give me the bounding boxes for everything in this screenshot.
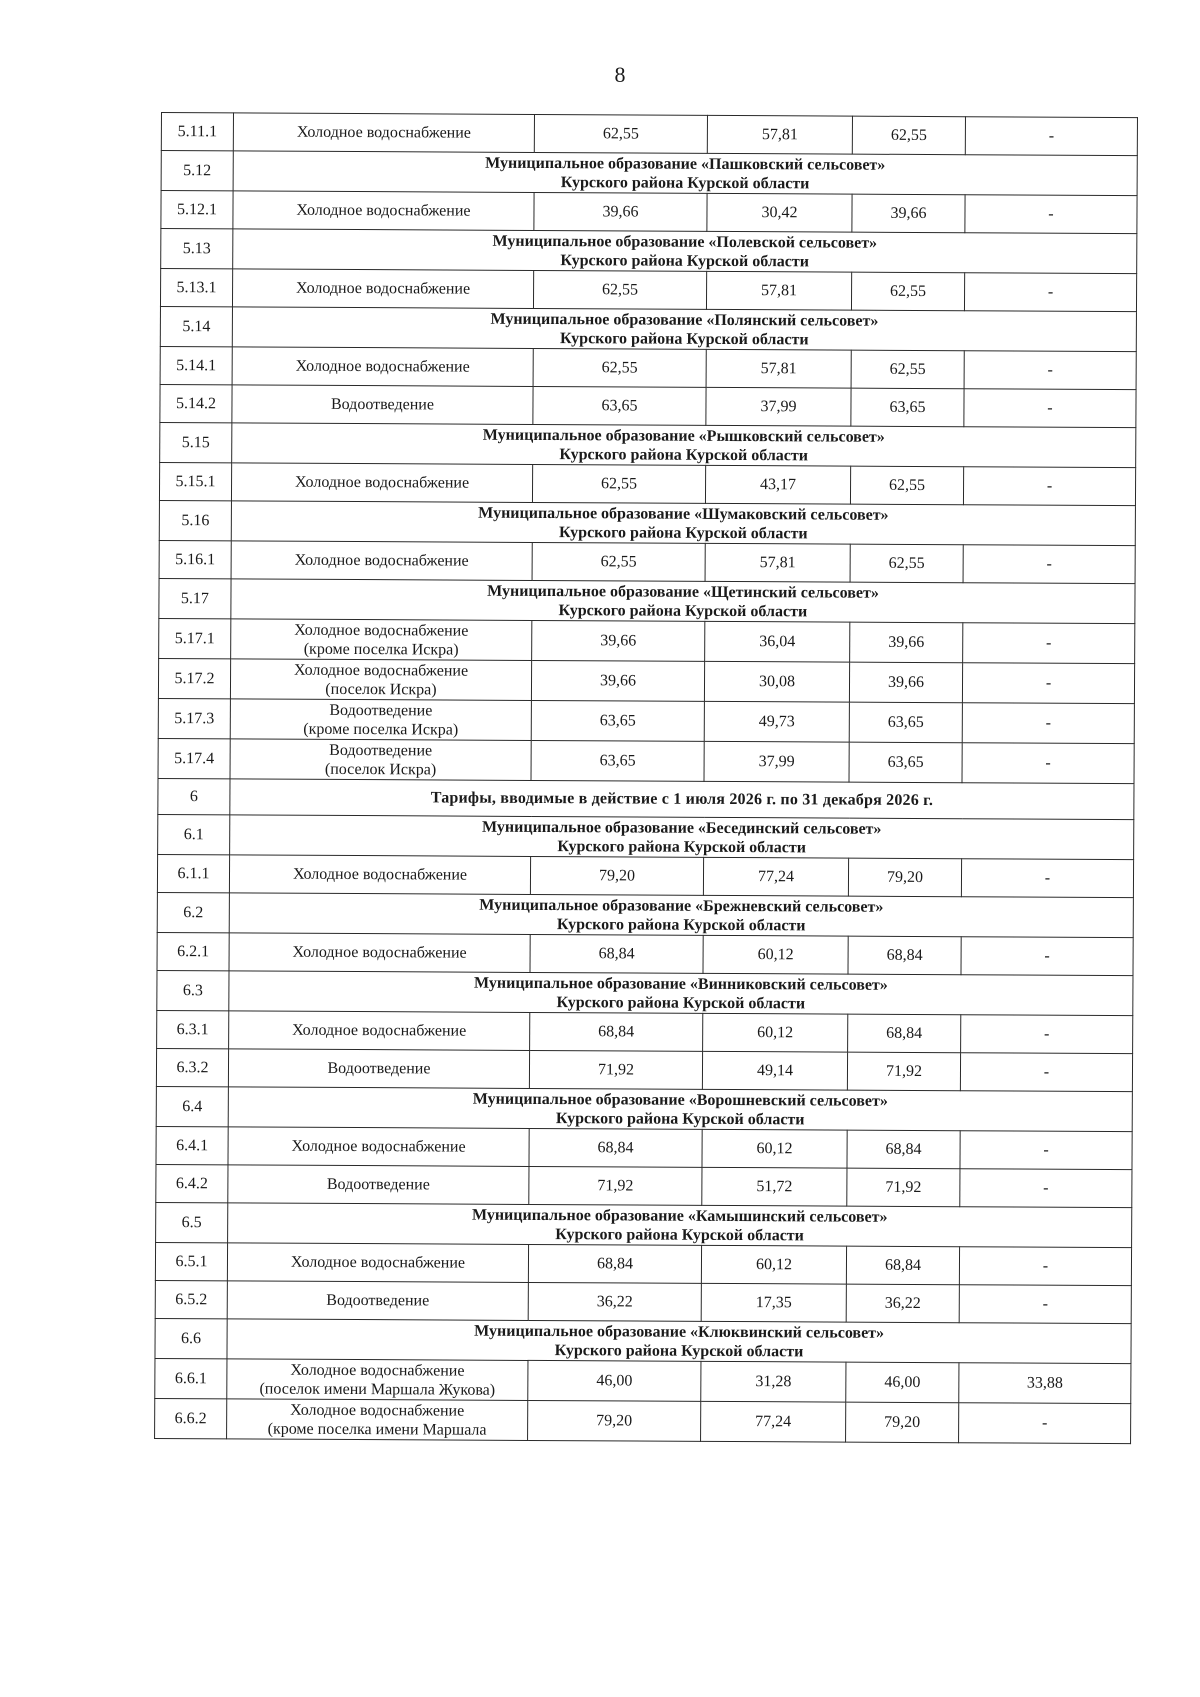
tariff-value-3: 71,92 (847, 1052, 960, 1091)
tariff-value-1: 62,55 (533, 348, 706, 387)
tariff-value-4: - (965, 117, 1137, 156)
title-line: Муниципальное образование «Рышковский сельсовет» (482, 426, 885, 446)
service-line: Водоотведение (326, 1291, 430, 1310)
row-number: 5.15.1 (159, 462, 231, 500)
row-number: 5.12.1 (161, 191, 233, 229)
tariff-value-2: 36,04 (705, 621, 850, 662)
service-line: (кроме поселка Искра) (303, 720, 459, 739)
service-line: Холодное водоснабжение (296, 279, 471, 298)
tariff-value-2: 60,12 (701, 1245, 846, 1284)
tariff-value-1: 71,92 (529, 1050, 702, 1089)
tariff-value-3: 36,22 (846, 1284, 959, 1323)
section-header-row (158, 778, 1134, 819)
tariff-value-2: 57,81 (705, 543, 850, 582)
row-number: 5.14.2 (160, 384, 232, 422)
tariff-value-1: 68,84 (530, 934, 703, 973)
tariff-value-2: 17,35 (701, 1283, 846, 1322)
title-line: Муниципальное образование «Пашковский сельсовет» (485, 154, 886, 174)
tariff-row (158, 738, 1134, 783)
tariff-value-1: 68,84 (530, 1012, 703, 1051)
row-number: 6.5 (156, 1202, 228, 1242)
municipality-header-row (160, 422, 1136, 467)
title-line: Муниципальное образование «Шумаковский сельсовет» (478, 504, 889, 524)
tariff-value-2: 57,81 (706, 349, 851, 388)
title-line: Тарифы, вводимые в действие с 1 июля 2026 г. по 31 декабря 2026 г. (430, 789, 934, 810)
title-line: Курского района Курской области (556, 915, 806, 934)
tariff-row (160, 346, 1136, 389)
tariff-value-4: - (963, 545, 1135, 584)
service-line: Холодное водоснабжение (291, 1137, 466, 1156)
tariff-value-4: - (962, 703, 1134, 744)
title-line: Муниципальное образование «Ворошневский сельсовет» (472, 1090, 888, 1110)
row-number: 5.17 (159, 578, 231, 618)
tariff-value-2: 37,99 (706, 387, 851, 426)
service-line: (кроме поселка имени Маршала (267, 1420, 487, 1439)
row-number: 6.2 (157, 892, 229, 932)
tariff-row (159, 618, 1135, 663)
tariff-value-4: - (959, 1247, 1131, 1286)
tariff-value-4: - (964, 351, 1136, 390)
row-number: 6.1 (158, 814, 230, 854)
row-number: 6.4.2 (156, 1164, 228, 1202)
row-number: 5.17.4 (158, 738, 230, 778)
title-line: Курского района Курской области (555, 1225, 804, 1244)
service-line: Холодное водоснабжение (294, 551, 469, 570)
row-number: 5.14 (160, 306, 232, 346)
title-line: Курского района Курской области (560, 251, 810, 270)
tariff-value-1: 62,55 (534, 114, 707, 153)
tariff-value-1: 62,55 (533, 270, 706, 309)
tariff-value-2: 60,12 (703, 1013, 848, 1052)
service-name (229, 1011, 530, 1051)
tariff-value-1: 68,84 (528, 1244, 701, 1283)
municipality-title (228, 1087, 1132, 1132)
municipality-title (228, 1203, 1132, 1248)
municipality-header-row (158, 814, 1134, 859)
tariff-value-1: 39,66 (534, 192, 707, 231)
service-name (231, 619, 532, 661)
title-line: Курского района Курской области (560, 173, 810, 192)
tariff-row (159, 462, 1135, 505)
municipality-title (232, 423, 1136, 468)
tariff-value-2: 77,24 (703, 857, 848, 896)
service-line: Водоотведение (327, 1059, 431, 1078)
row-number: 6.3.2 (156, 1048, 228, 1086)
page-number: 8 (614, 62, 626, 87)
row-number: 6.6.2 (155, 1398, 227, 1438)
tariff-value-3: 62,55 (851, 272, 964, 311)
tariff-value-1: 63,65 (533, 386, 706, 425)
service-name (228, 1127, 529, 1167)
service-line: Холодное водоснабжение (290, 1253, 466, 1272)
tariff-value-4: - (961, 859, 1133, 898)
title-line: Курского района Курской области (554, 1341, 804, 1360)
tariff-row (161, 113, 1137, 156)
municipality-title (232, 307, 1136, 352)
tariff-value-4: - (960, 1169, 1132, 1208)
tariff-row (157, 854, 1133, 897)
tariff-value-1: 79,20 (530, 856, 703, 895)
tariff-value-3: 68,84 (848, 936, 961, 975)
tariff-value-3: 46,00 (846, 1362, 959, 1403)
tariff-value-4: - (961, 937, 1133, 976)
tariff-value-4: 33,88 (959, 1363, 1131, 1404)
tariff-value-1: 62,55 (532, 542, 705, 581)
municipality-header-row (159, 500, 1135, 545)
tariff-value-4: - (960, 1053, 1132, 1092)
tariff-value-2: 57,81 (706, 271, 851, 310)
service-line: (поселок имени Маршала Жукова) (259, 1380, 496, 1399)
tariff-value-3: 39,66 (849, 662, 962, 703)
municipality-title (233, 229, 1137, 274)
title-line: Муниципальное образование «Полянский сельсовет» (490, 310, 879, 330)
tariff-value-1: 39,66 (531, 660, 704, 701)
service-name (230, 699, 531, 741)
service-name (230, 739, 531, 781)
tariff-value-3: 79,20 (848, 858, 961, 897)
title-line: Муниципальное образование «Брежневский сельсовет» (479, 896, 884, 916)
tariff-row (155, 1242, 1131, 1285)
tariff-value-3: 68,84 (846, 1246, 959, 1285)
municipality-title (229, 971, 1133, 1016)
service-name (232, 347, 533, 387)
service-name (233, 113, 534, 153)
municipality-header-row (157, 970, 1133, 1015)
row-number: 6.1.1 (157, 854, 229, 892)
tariff-value-2: 31,28 (701, 1361, 846, 1402)
tariff-value-3: 68,84 (848, 1014, 961, 1053)
tariff-value-4: - (960, 1131, 1132, 1170)
service-line: Холодное водоснабжение (295, 357, 470, 376)
service-name (229, 933, 530, 973)
tariff-row (157, 1010, 1133, 1053)
municipality-header-row (157, 892, 1133, 937)
tariff-value-3: 71,92 (847, 1168, 960, 1207)
section-title (230, 779, 1134, 820)
tariff-value-1: 68,84 (529, 1128, 702, 1167)
municipality-header-row (155, 1318, 1131, 1363)
service-line: Холодное водоснабжение (294, 621, 469, 640)
row-number: 6.4.1 (156, 1126, 228, 1164)
service-line: Холодное водоснабжение (296, 123, 471, 142)
tariff-value-2: 51,72 (702, 1167, 847, 1206)
tariff-value-2: 43,17 (705, 465, 850, 504)
row-number: 5.17.3 (158, 698, 230, 738)
title-line: Муниципальное образование «Камышинский сельсовет» (471, 1206, 888, 1226)
tariff-value-4: - (964, 389, 1136, 428)
municipality-title (229, 893, 1133, 938)
tariff-value-3: 79,20 (846, 1402, 959, 1443)
title-line: Курского района Курской области (559, 329, 809, 348)
title-line: Курского района Курской области (558, 601, 808, 620)
service-name (232, 269, 533, 309)
tariff-value-3: 63,65 (849, 702, 962, 743)
tariff-value-1: 63,65 (531, 700, 704, 741)
municipality-header-row (156, 1086, 1132, 1131)
tariff-value-2: 30,42 (707, 193, 852, 232)
municipality-title (231, 579, 1135, 624)
title-line: Муниципальное образование «Полевской сельсовет» (492, 232, 878, 252)
service-name (228, 1165, 529, 1205)
title-line: Курского района Курской области (558, 523, 808, 542)
tariff-value-2: 49,14 (702, 1051, 847, 1090)
service-line: Водоотведение (329, 701, 433, 719)
service-name (227, 1243, 528, 1283)
tariff-row (155, 1358, 1131, 1403)
row-number: 5.12 (161, 151, 233, 191)
tariff-row (159, 540, 1135, 583)
title-line: Курского района Курской области (556, 993, 806, 1012)
municipality-title (231, 501, 1135, 546)
row-number: 6.5.1 (155, 1242, 227, 1280)
service-name (231, 463, 532, 503)
municipality-header-row (161, 229, 1137, 274)
service-name (230, 659, 531, 701)
service-line: Холодное водоснабжение (290, 1361, 465, 1380)
tariff-value-4: - (961, 1015, 1133, 1054)
service-line: Водоотведение (329, 741, 433, 759)
service-line: Холодное водоснабжение (292, 1021, 467, 1040)
row-number: 6 (158, 778, 230, 814)
service-line: Холодное водоснабжение (292, 943, 467, 962)
tariff-value-3: 62,55 (851, 350, 964, 389)
row-number: 5.15 (160, 422, 232, 462)
tariff-table (154, 112, 1138, 1444)
service-line: (кроме поселка Искра) (303, 640, 459, 659)
title-line: Муниципальное образование «Щетинский сельсовет» (487, 582, 879, 602)
row-number: 6.6 (155, 1318, 227, 1358)
tariff-value-4: - (963, 467, 1135, 506)
service-name (231, 541, 532, 581)
row-number: 6.3 (157, 970, 229, 1010)
row-number: 5.16.1 (159, 540, 231, 578)
service-name (229, 855, 530, 895)
tariff-value-2: 49,73 (704, 701, 849, 742)
municipality-header-row (156, 1202, 1132, 1247)
tariff-row (156, 1126, 1132, 1169)
service-line: Холодное водоснабжение (294, 661, 469, 680)
tariff-value-3: 39,66 (850, 622, 963, 663)
tariff-value-4: - (964, 273, 1136, 312)
title-line: Курского района Курской области (555, 1109, 805, 1128)
tariff-value-3: 39,66 (852, 194, 965, 233)
tariff-value-1: 63,65 (531, 740, 704, 781)
tariff-value-2: 37,99 (704, 741, 849, 782)
tariff-row (160, 269, 1136, 312)
service-name (232, 385, 533, 425)
tariff-table-body (155, 113, 1138, 1444)
service-name (233, 191, 534, 231)
municipality-header-row (161, 151, 1137, 196)
tariff-row (155, 1280, 1131, 1323)
tariff-value-2: 77,24 (701, 1401, 846, 1442)
tariff-value-1: 36,22 (528, 1282, 701, 1321)
title-line: Муниципальное образование «Винниковский сельсовет» (473, 974, 888, 994)
row-number: 6.5.2 (155, 1280, 227, 1318)
tariff-value-4: - (959, 1403, 1131, 1444)
tariff-value-4: - (963, 623, 1135, 664)
tariff-value-2: 30,08 (704, 661, 849, 702)
service-line: Холодное водоснабжение (296, 201, 471, 220)
row-number: 6.4 (156, 1086, 228, 1126)
tariff-row (156, 1048, 1132, 1091)
title-line: Курского района Курской области (557, 837, 806, 856)
row-number: 6.6.1 (155, 1358, 227, 1398)
service-name (227, 1399, 528, 1441)
title-line: Муниципальное образование «Клюквинский сельсовет» (474, 1322, 885, 1342)
municipality-title (227, 1319, 1131, 1364)
service-line: Холодное водоснабжение (290, 1401, 465, 1420)
municipality-title (230, 815, 1134, 860)
tariff-value-3: 68,84 (847, 1130, 960, 1169)
row-number: 5.17.1 (159, 618, 231, 658)
tariff-value-1: 79,20 (528, 1400, 701, 1441)
tariff-value-2: 57,81 (707, 115, 852, 154)
tariff-value-3: 63,65 (851, 388, 964, 427)
tariff-value-4: - (962, 743, 1134, 784)
tariff-value-3: 62,55 (852, 116, 965, 155)
municipality-header-row (160, 306, 1136, 351)
tariff-value-2: 60,12 (703, 935, 848, 974)
service-line: Холодное водоснабжение (292, 865, 468, 884)
tariff-row (157, 932, 1133, 975)
row-number: 5.17.2 (158, 658, 230, 698)
tariff-value-3: 62,55 (850, 544, 963, 583)
row-number: 6.2.1 (157, 932, 229, 970)
service-line: Холодное водоснабжение (294, 473, 470, 492)
service-name (227, 1359, 528, 1401)
row-number: 5.13 (161, 229, 233, 269)
tariff-row (156, 1164, 1132, 1207)
municipality-title (233, 151, 1137, 196)
tariff-value-1: 71,92 (529, 1166, 702, 1205)
tariff-row (155, 1398, 1131, 1443)
tariff-value-1: 46,00 (528, 1360, 701, 1401)
service-line: (поселок Искра) (325, 680, 437, 698)
row-number: 5.14.1 (160, 346, 232, 384)
row-number: 6.3.1 (157, 1010, 229, 1048)
municipality-header-row (159, 578, 1135, 623)
tariff-value-1: 39,66 (532, 620, 705, 661)
tariff-value-4: - (959, 1285, 1131, 1324)
row-number: 5.13.1 (160, 269, 232, 307)
title-line: Курского района Курской области (559, 445, 809, 464)
tariff-value-1: 62,55 (532, 464, 705, 503)
tariff-row (158, 658, 1134, 703)
tariff-row (158, 698, 1134, 743)
tariff-row (160, 384, 1136, 427)
service-name (227, 1281, 528, 1321)
row-number: 5.16 (159, 500, 231, 540)
tariff-value-2: 60,12 (702, 1129, 847, 1168)
title-line: Муниципальное образование «Бесединский сельсовет» (482, 818, 882, 838)
tariff-value-4: - (962, 663, 1134, 704)
row-number: 5.11.1 (161, 113, 233, 151)
service-line: Водоотведение (326, 1175, 430, 1194)
tariff-value-3: 63,65 (849, 742, 962, 783)
tariff-value-4: - (965, 195, 1137, 234)
tariff-row (161, 191, 1137, 234)
tariff-value-3: 62,55 (850, 466, 963, 505)
service-line: Водоотведение (330, 395, 434, 414)
service-line: (поселок Искра) (324, 760, 437, 778)
service-name (228, 1049, 529, 1089)
